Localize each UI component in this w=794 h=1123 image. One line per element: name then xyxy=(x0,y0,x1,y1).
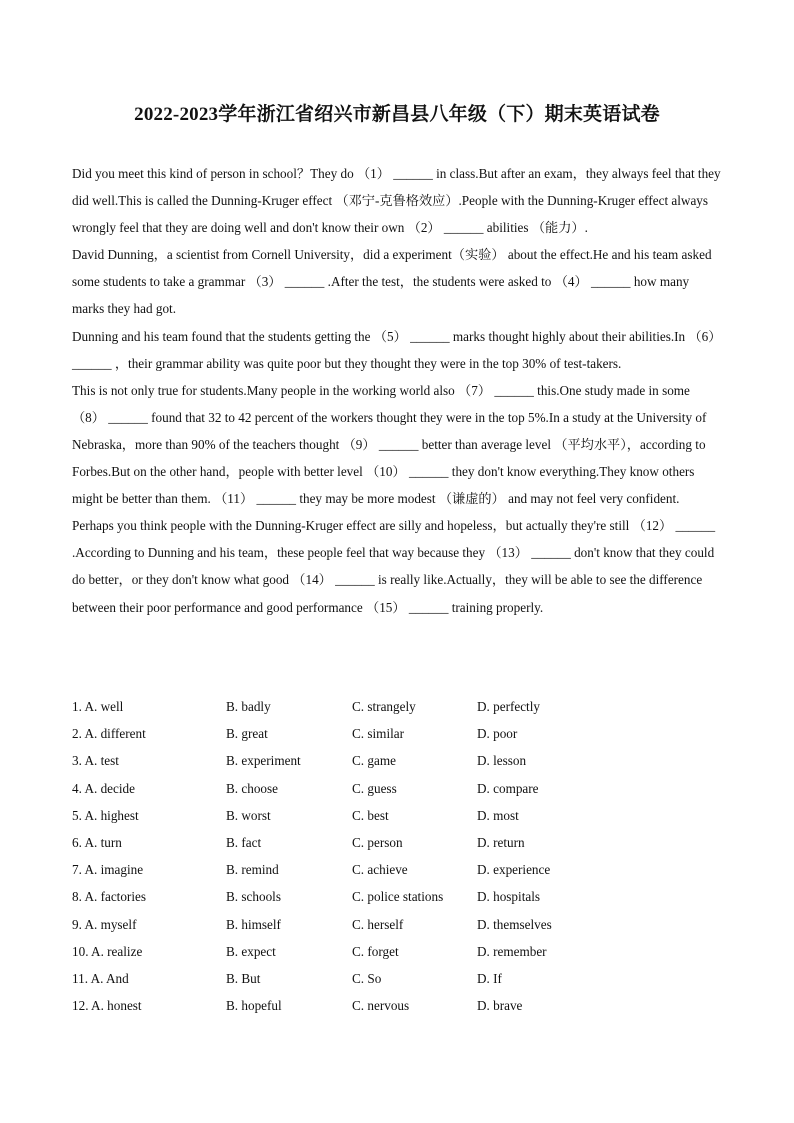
option-b: B. hopeful xyxy=(226,998,282,1014)
exam-title: 2022-2023学年浙江省绍兴市新昌县八年级（下）期末英语试卷 xyxy=(134,104,660,125)
option-c: C. forget xyxy=(352,943,399,959)
question-row xyxy=(72,829,722,856)
question-row xyxy=(72,992,722,1019)
answer-options-list xyxy=(72,693,722,1019)
option-c: C. guess xyxy=(352,780,397,796)
option-a: 11. A. And xyxy=(72,970,129,986)
option-b: B. experiment xyxy=(226,753,301,769)
question-row xyxy=(72,802,722,829)
option-a: 7. A. imagine xyxy=(72,862,144,878)
option-d: D. experience xyxy=(477,862,551,878)
option-b: B. remind xyxy=(226,862,279,878)
option-b: B. choose xyxy=(226,780,279,796)
option-a: 12. A. honest xyxy=(72,998,142,1014)
option-a: 4. A. decide xyxy=(72,780,135,796)
option-c: C. game xyxy=(352,753,396,769)
passage-paragraph: David Dunning，a scientist from Cornell University，did a experiment（实验） about the effect.He and his team asked some students to take a grammar （3） ______ .After the test，the students were asked to （4） ______ how many marks they had got. xyxy=(72,247,712,317)
option-d: D. most xyxy=(477,807,519,823)
option-a: 9. A. myself xyxy=(72,916,137,932)
option-c: C. nervous xyxy=(352,998,410,1014)
option-c: C. herself xyxy=(352,916,404,932)
passage-paragraph: This is not only true for students.Many people in the working world also （7） ______ this.One study made in some （8） ______ found that 32 to 42 percent of the workers thought they were in the top 5%.In a study at the University of Nebraska，more than 90% of the teachers thought （9） ______ better than average level （平均水平），according to Forbes.But on the other hand，people with better level （10） ______ they don't know everything.They know others might be better than them. （11） ______ they may be more modest （谦虚的） and may not feel very confident. xyxy=(72,382,707,507)
option-d: D. lesson xyxy=(477,753,527,769)
option-c: C. person xyxy=(352,834,403,850)
option-b: B. great xyxy=(226,726,268,742)
option-d: D. hospitals xyxy=(477,889,541,905)
question-row xyxy=(72,720,722,747)
option-c: C. best xyxy=(352,807,389,823)
option-c: C. police stations xyxy=(352,889,444,905)
option-a: 2. A. different xyxy=(72,726,146,742)
question-row xyxy=(72,856,722,883)
cloze-passage xyxy=(72,160,722,621)
option-c: C. similar xyxy=(352,726,405,742)
option-d: D. remember xyxy=(477,943,547,959)
option-d: D. compare xyxy=(477,780,539,796)
option-b: B. himself xyxy=(226,916,281,932)
question-row xyxy=(72,938,722,965)
option-d: D. themselves xyxy=(477,916,552,932)
option-a: 10. A. realize xyxy=(72,943,143,959)
option-b: B. But xyxy=(226,970,261,986)
passage-paragraph: Dunning and his team found that the students getting the （5） ______ marks thought highly about their abilities.In （6） ______ ，their grammar ability was quite poor but they thought they were in the top 30% of test-takers. xyxy=(72,328,722,371)
option-d: D. poor xyxy=(477,726,518,742)
option-c: C. achieve xyxy=(352,862,408,878)
passage-paragraph: Did you meet this kind of person in school？They do （1） ______ in class.But after an exam，they always feel that they did well.This is called the Dunning-Kruger effect （邓宁-克鲁格效应）.People with the Dunning-Kruger effect always wrongly feel that they are doing well and don't know their own （2） ______ abilities （能力）. xyxy=(72,166,721,236)
option-d: D. return xyxy=(477,834,525,850)
option-d: D. If xyxy=(477,970,502,986)
option-d: D. perfectly xyxy=(477,699,540,714)
question-row xyxy=(72,965,722,992)
question-row xyxy=(72,747,722,774)
option-b: B. fact xyxy=(226,834,262,850)
option-b: B. worst xyxy=(226,807,271,823)
option-a: 3. A. test xyxy=(72,753,119,769)
option-b: B. badly xyxy=(226,699,271,714)
option-c: C. strangely xyxy=(352,699,416,714)
option-a: 1. A. well xyxy=(72,699,124,714)
question-row xyxy=(72,911,722,938)
option-b: B. expect xyxy=(226,943,276,959)
option-b: B. schools xyxy=(226,889,281,905)
option-d: D. brave xyxy=(477,998,523,1014)
passage-paragraph: Perhaps you think people with the Dunning-Kruger effect are silly and hopeless，but actually they're still （12） ______ .According to Dunning and his team，these people feel that way because they （13） ______ don't know that they could do better，or they don't know what good （14） ______ is really like.Actually，they will be able to see the difference between their poor performance and good performance （15） ______ training properly. xyxy=(72,518,716,615)
option-a: 8. A. factories xyxy=(72,889,146,905)
question-row xyxy=(72,775,722,802)
question-row xyxy=(72,883,722,910)
option-a: 6. A. turn xyxy=(72,834,122,850)
option-a: 5. A. highest xyxy=(72,807,139,823)
option-c: C. So xyxy=(352,970,382,986)
question-row xyxy=(72,693,722,720)
